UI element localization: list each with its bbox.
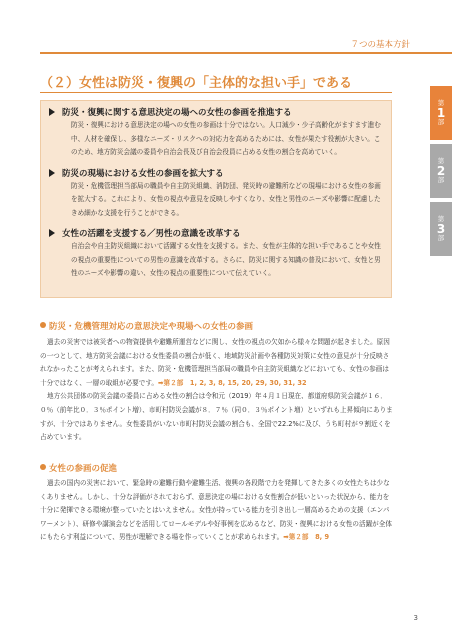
subsection-heading-participation <box>40 320 253 332</box>
tab-prefix: 第 <box>437 214 445 223</box>
subsection-heading-text: 防災・危機管理対応の意思決定や現場への女性の参画 <box>49 322 254 332</box>
circle-bullet-icon <box>40 464 46 470</box>
triangle-bullet-icon <box>49 169 55 177</box>
summary-topic <box>49 226 383 281</box>
tab-part-1[interactable] <box>430 86 452 140</box>
header-rule <box>40 52 452 54</box>
topic-body: 自治会や自主防災組織において活躍する女性を支援する。また、女性が主体的な担い手であることや女性の視点の重要性についての男性の意識を改革する。さらに、防災に関する知識の普及において、女性と男性のニーズや影響の違い、女性の視点の重要性について伝えていく。 <box>71 242 381 277</box>
page-number: 3 <box>413 614 418 622</box>
paragraph <box>40 336 395 390</box>
topic-heading <box>49 226 383 240</box>
header-chapter-title: ７つの基本方針 <box>350 40 410 50</box>
paragraph: 地方公共団体の防災会議の委員に占める女性の割合は令和元（2019）年４月１日現在、都道府県防災会議が１６．０％（前年比０．３％ポイント増）、市町村防災会議が８．７％（同０．３％ポイント増）といずれも上昇傾向にありますが、十分ではありません。女性委員がいない市町村防災会議の割合も、全国で22.2%に及び、うち町村が９割近くを占めています。 <box>40 392 393 442</box>
section-title: （２）女性は防災・復興の「主体的な担い手」である <box>40 72 392 93</box>
topic-body: 防災・復興における意思決定の場への女性の参画は十分ではない。人口減少・少子高齢化がますます進む中、人材を確保し、多様なニーズ・リスクへの対応力を高めるためには、女性が果たす役割が大きい。このため、地方防災会議の委員や自治会長及び自治会役員に占める女性の割合を高めていく。 <box>71 121 381 156</box>
subsection-body-participation <box>40 336 395 445</box>
topic-heading <box>49 105 383 119</box>
subsection-body-promotion <box>40 477 395 545</box>
tab-number: 1 <box>436 105 446 120</box>
paragraph-text: 過去の国内の災害において、緊急時の避難行動や避難生活、復興の各段階で力を発揮してきた多くの女性たちは少なくありません。しかし、十分な評価がされておらず、意思決定の場における女性割合が低いといった状況から、能力を十分に発揮できる環境が整っていたとはいえません。女性が持っている能力を引き出し一層高めるための支援（エンパワーメント）、研修や講演会などを活用してロールモデルや好事例を広めるなど、防災・復興における女性の活躍が全体にもたらす利益について、男性が理解できる場を作っていくことが求められます。 <box>40 479 392 542</box>
topic-heading-text: 防災・復興に関する意思決定の場への女性の参画を推進する <box>62 108 292 118</box>
summary-topic <box>49 166 383 221</box>
paragraph-text: 過去の災害では被災者への物資提供や避難所運営などに関し、女性の視点の欠如から様々な問題が起きました。原因の一つとして、地方防災会議における女性委員の割合が低く、地域防災計画や各種防災対策に女性の意見が十分反映されなかったことが考えられます。また、防災・危機管理担当部局の職員や自主防災組織などにおいても、女性の参画は十分ではなく、一層の取組が必要です。 <box>40 338 390 387</box>
topic-heading-text: 防災の現場における女性の参画を拡大する <box>62 168 224 179</box>
tab-prefix: 第 <box>437 98 445 107</box>
topic-body: 防災・危機管理担当部局の職員や自主防災組織、消防団、発災時の避難所などの現場における女性の参画を拡大する。これにより、女性の視点や意見を反映しやすくなり、女性と男性のニーズや影響に配慮したきめ細かな支援を行うことができる。 <box>71 181 381 217</box>
side-tabs <box>430 86 452 260</box>
tab-part-3[interactable] <box>430 202 452 256</box>
topic-heading-text: 女性の活躍を支援する／男性の意識を改革する <box>62 229 241 239</box>
circle-bullet-icon <box>40 322 46 328</box>
cross-reference-link[interactable]: ➡第２部 8, 9 <box>283 533 330 542</box>
tab-number: 2 <box>436 163 446 178</box>
tab-suffix: 部 <box>437 176 445 185</box>
subsection-heading-promotion <box>40 462 117 474</box>
tab-suffix: 部 <box>437 118 445 127</box>
tab-part-2[interactable] <box>430 144 452 198</box>
tab-suffix: 部 <box>437 234 445 243</box>
topic-heading <box>49 166 383 180</box>
tab-number: 3 <box>436 221 446 236</box>
paragraph <box>40 477 395 545</box>
subsection-heading-text: 女性の参画の促進 <box>49 464 118 474</box>
summary-topic <box>49 105 383 160</box>
summary-box <box>40 100 392 298</box>
triangle-bullet-icon <box>49 108 55 116</box>
tab-prefix: 第 <box>437 156 445 165</box>
cross-reference-link[interactable]: ➡第２部 1, 2, 3, 8, 15, 20, 29, 30, 31, 32 <box>158 378 307 387</box>
triangle-bullet-icon <box>49 229 55 237</box>
